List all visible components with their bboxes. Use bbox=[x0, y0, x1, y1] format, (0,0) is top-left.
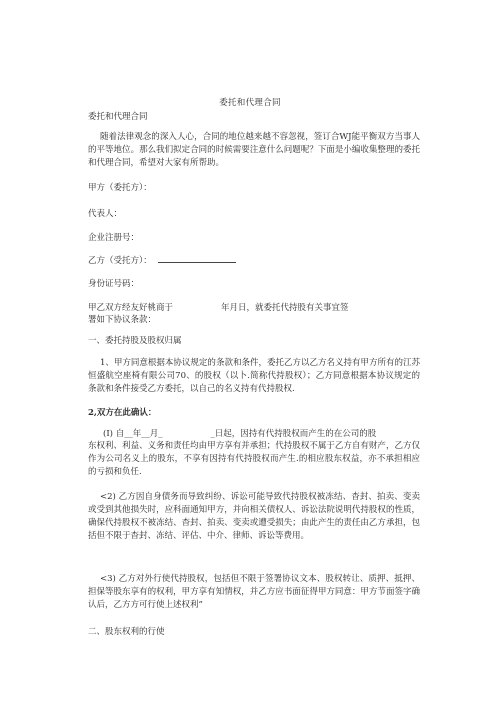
company-reg-label: 企业注册号： bbox=[88, 233, 140, 243]
agreement-line-1-end: 年月日，就委托代持股有关事宜签 bbox=[221, 303, 349, 313]
section-2-title: 二、股东权利的行使 bbox=[88, 627, 165, 637]
document-subtitle: 委托和代理合同 bbox=[88, 112, 148, 122]
party-b-label: 乙方（受托方）： bbox=[88, 256, 152, 266]
clause-2-title: 2,双方在此确认： bbox=[88, 408, 157, 418]
clause-2-2: <2) 乙方因自身债务而导致纠纷、诉讼可能导致代持股权被冻结、杳封、拍卖、变卖或受到其他损失时，应科面通知甲方，并向相关债权人、诉讼法院说明代持股权的性质，确保代持股权不被冻结、杳封、拍卖、变卖或遭受损失；由此产生的责任由乙方承担，包括但不限于杳封、冻结、评估、中介、律师、诉讼等费用。 bbox=[88, 492, 420, 541]
agreement-line-2: 署如下协议条款： bbox=[88, 315, 157, 325]
party-b-row bbox=[88, 254, 236, 267]
clause-2-3: <3) 乙方对外行使代持股权，包括但不限于签署协议文本、股权转让、质押、抵押、担保等股东享有的权利，甲方享有知情权，并乙方应书面征得甲方同意：甲方节面签字确认后，乙方方可行使上述权利” bbox=[88, 574, 420, 610]
clause-2-1-body: 东权利、利益、义务和责任均由甲方享有并承担；代持股权不属于乙方自有财产，乙方仅作为公司名义上的股东，不享有因持有代持股权而产生.的相应股东权益，亦不承担相应的亏损和负任. bbox=[88, 441, 420, 477]
clause-2-1-date-start: (I) 自__年__月_ bbox=[103, 429, 163, 439]
party-a-label: 甲方（委托方）： bbox=[88, 183, 152, 193]
party-b-blank-line bbox=[158, 254, 236, 263]
section-1-title: 一、委托持股及股权归属 bbox=[88, 336, 182, 346]
intro-paragraph: 随着法律观念的深入人心，合同的地位越来越不容忽视，签订合WJ能平衡双方当事人的平等地位。那么我们拟定合同的时候需要注意什么问题呢？下面是小编收集整理的委托和代理合同，希望对大家有所帮助。 bbox=[88, 132, 420, 168]
clause-2-1-date-end: _日起，因持有代持股权而产生的在公司的股 bbox=[210, 429, 377, 439]
representative-label: 代表人： bbox=[88, 209, 123, 219]
id-number-label: 身份证号码： bbox=[88, 279, 140, 289]
agreement-line-1 bbox=[88, 302, 349, 314]
document-title: 委托和代理合同 bbox=[219, 98, 281, 108]
clause-1: 1、甲方同意根据本协议规定的条款和条件，委托乙方以乙方名义持有甲方所有的江苏恒盛航空座椅有限公司70、的股权（以卜.简称代持股权）；乙方同意根据本协议规定的条款和条件接受乙方委托，以自己的名义持有代持股权. bbox=[88, 358, 420, 394]
clause-2-1-first-line bbox=[103, 428, 376, 440]
agreement-line-1-start: 甲乙双方经友好桃商于 bbox=[88, 303, 174, 313]
